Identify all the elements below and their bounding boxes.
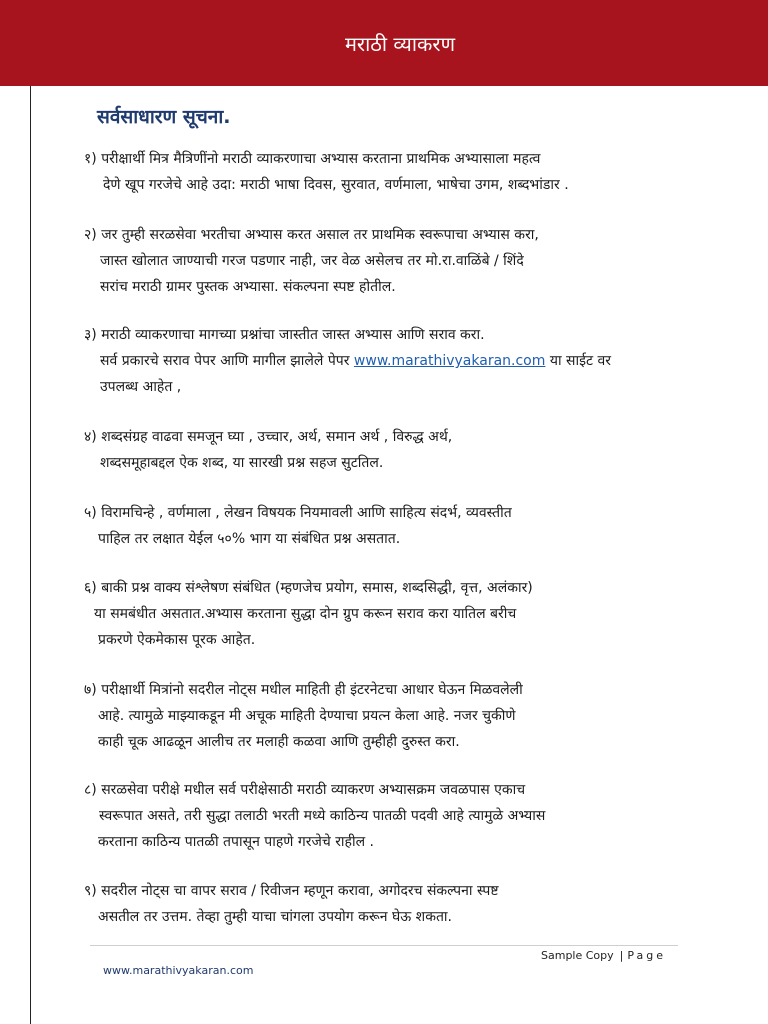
note-9 xyxy=(84,878,744,930)
note-line: काही चूक आढळून आलीच तर मलाही कळवा आणि तुम्हीही दुरुस्त करा. xyxy=(98,734,460,750)
note-7 xyxy=(84,677,744,755)
note-line: असतील तर उत्तम. तेव्हा तुम्ही याचा चांगला उपयोग करून घेऊ शकता. xyxy=(98,909,453,925)
note-line: सरांच मराठी ग्रामर पुस्तक अभ्यासा. संकल्पना स्पष्ट होतील. xyxy=(100,279,396,295)
note-6 xyxy=(84,575,744,653)
note-line: पाहिल तर लक्षात येईल ५०% भाग या संबंधित प्रश्न असतात. xyxy=(98,531,401,547)
note-line: ७) परीक्षार्थी मित्रांनो सदरील नोट्स मधील माहिती ही इंटरनेटचा आधार घेऊन मिळवलेली xyxy=(84,682,523,698)
footer-page-info xyxy=(541,947,666,965)
note-line: जास्त खोलात जाण्याची गरज पडणार नाही, जर वेळ असेलच तर मो.रा.वाळिंबे / शिंदे xyxy=(100,253,524,269)
note-3 xyxy=(84,322,744,400)
note-line: उपलब्ध आहेत , xyxy=(100,379,182,395)
note-line: या समबंधीत असतात.अभ्यास करताना सुद्धा दोन ग्रुप करून सराव करा यातिल बरीच xyxy=(94,606,517,622)
section-heading: सर्वसाधारण सूचना. xyxy=(97,106,231,128)
note-5 xyxy=(84,500,744,552)
note-line: ५) विरामचिन्हे , वर्णमाला , लेखन विषयक नियमावली आणि साहित्य संदर्भ, व्यवस्तीत xyxy=(84,505,512,521)
footer-rule xyxy=(90,945,678,946)
note-line: २) जर तुम्ही सरळसेवा भरतीचा अभ्यास करत असाल तर प्राथमिक स्वरूपाचा अभ्यास करा, xyxy=(84,227,539,243)
note-line: ८) सरळसेवा परीक्षे मधील सर्व परीक्षेसाठी मराठी व्याकरण अभ्यासक्रम जवळपास एकाच xyxy=(84,782,526,798)
note-line: प्रकरणे ऐकमेकास पूरक आहेत. xyxy=(98,632,256,648)
note-line: ४) शब्दसंग्रह वाढवा समजून घ्या , उच्चार, अर्थ, समान अर्थ , विरुद्ध अर्थ, xyxy=(84,429,453,445)
note-line: १) परीक्षार्थी मित्र मैत्रिणींनो मराठी व्याकरणाचा अभ्यास करताना प्राथमिक अभ्यासाला महत्व xyxy=(84,151,541,167)
note-line: ३) मराठी व्याकरणाचा मागच्या प्रश्नांचा जास्तीत जास्त अभ्यास आणि सराव करा. xyxy=(84,327,485,343)
note-line: शब्दसमूहाबद्दल ऐक शब्द, या सारखी प्रश्न सहज सुटतिल. xyxy=(100,455,384,471)
note-line: ९) सदरील नोट्स चा वापर सराव / रिवीजन म्हणून करावा, अगोदरच संकल्पना स्पष्ट xyxy=(84,883,499,899)
note-line: स्वरूपात असते, तरी सुद्धा तलाठी भरती मध्ये काठिन्य पातळी पदवी आहे त्यामुळे अभ्यास xyxy=(99,808,546,824)
note-line: ६) बाकी प्रश्न वाक्य संश्लेषण संबंधित (म्हणजेच प्रयोग, समास, शब्दसिद्धी, वृत्त, अलंकार) xyxy=(84,580,533,596)
note-2 xyxy=(84,222,744,300)
page-title: मराठी व्याकरण xyxy=(344,32,456,56)
margin-rule xyxy=(30,86,31,1024)
note-8 xyxy=(84,777,744,855)
note-line xyxy=(84,348,744,374)
note-line: करताना काठिन्य पातळी तपासून पाहणे गरजेचे राहील . xyxy=(98,834,375,850)
note-text: या साईट वर xyxy=(545,353,612,369)
footer-separator: | xyxy=(619,949,624,962)
sample-copy-label: Sample Copy xyxy=(541,949,614,962)
note-1 xyxy=(84,146,744,198)
footer-website[interactable]: www.marathivyakaran.com xyxy=(103,964,254,977)
website-link[interactable]: www.marathivyakaran.com xyxy=(353,353,546,369)
note-4 xyxy=(84,424,744,476)
note-line: आहे. त्यामुळे माझ्याकडून मी अचूक माहिती देण्याचा प्रयत्न केला आहे. नजर चुकीणे xyxy=(98,708,516,724)
page-label: Page xyxy=(627,949,667,962)
note-line: देणे खूप गरजेचे आहे उदा: मराठी भाषा दिवस, सुरवात, वर्णमाला, भाषेचा उगम, शब्दभांडार . xyxy=(103,177,569,193)
note-text: सर्व प्रकारचे सराव पेपर आणि मागील झालेले पेपर xyxy=(100,353,354,369)
